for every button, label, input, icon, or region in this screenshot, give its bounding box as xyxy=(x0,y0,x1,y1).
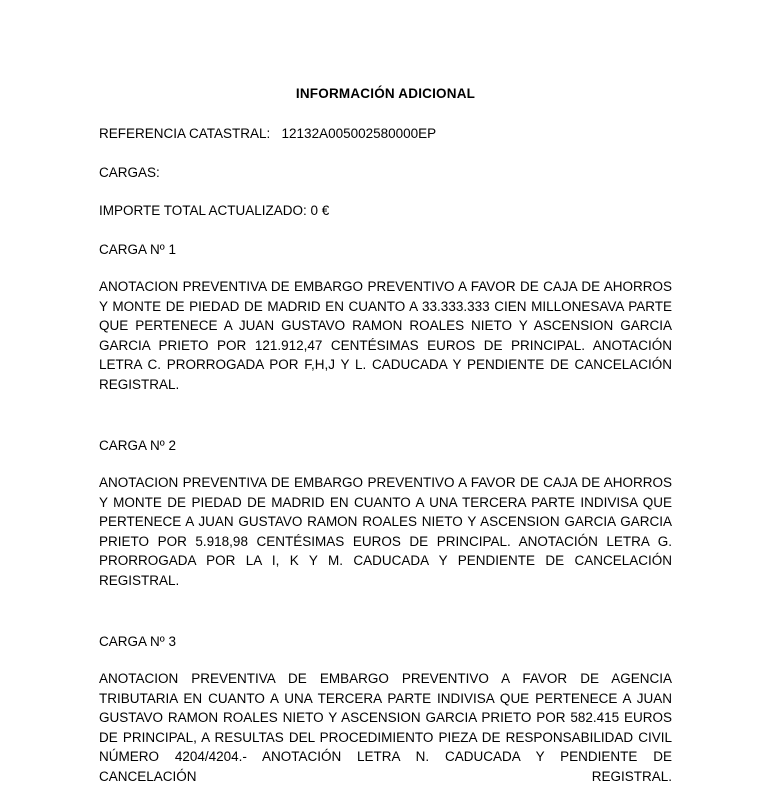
carga-heading: CARGA Nº 1 xyxy=(99,241,176,257)
reference-catastral-line: REFERENCIA CATASTRAL: 12132A005002580000EP xyxy=(99,126,437,141)
carga-heading: CARGA Nº 3 xyxy=(99,633,176,649)
cargas-label: CARGAS: xyxy=(99,164,160,180)
page-title: INFORMACIÓN ADICIONAL xyxy=(295,86,476,101)
carga-text: ANOTACION PREVENTIVA DE EMBARGO PREVENTIVO A FAVOR DE CAJA DE AHORROS Y MONTE DE PIEDAD DE MADRID EN CUANTO A UNA TERCERA PARTE INDIVISA QUE PERTENECE A JUAN GUSTAVO RAMON ROALES NIETO Y ASCENSION GARCIA GARCIA PRIETO POR 5.918,98 CENTÉSIMAS EUROS DE PRINCIPAL. ANOTACIÓN LETRA G. PRORROGADA POR LA I, K Y M. CADUCADA Y PENDIENTE DE CANCELACIÓN REGISTRAL. xyxy=(99,475,672,588)
importe-total-actualizado: IMPORTE TOTAL ACTUALIZADO: 0 € xyxy=(99,203,330,218)
carga-heading: CARGA Nº 2 xyxy=(99,437,176,453)
carga-text: ANOTACION PREVENTIVA DE EMBARGO PREVENTIVO A FAVOR DE AGENCIA TRIBUTARIA EN CUANTO A UNA TERCERA PARTE INDIVISA QUE PERTENECE A JUAN GUSTAVO RAMON ROALES NIETO Y ASCENSION GARCIA PRIETO POR 582.415 EUROS DE PRINCIPAL, A RESULTAS DEL PROCEDIMIENTO PIEZA DE RESPONSABILIDAD CIVIL NÚMERO 4204/4204.- ANOTACIÓN LETRA N. CADUCADA Y PENDIENTE DE CANCELACIÓN REGISTRAL. xyxy=(99,671,672,784)
carga-text: ANOTACION PREVENTIVA DE EMBARGO PREVENTIVO A FAVOR DE CAJA DE AHORROS Y MONTE DE PIEDAD DE MADRID EN CUANTO A 33.333.333 CIEN MILLONESAVA PARTE QUE PERTENECE A JUAN GUSTAVO RAMON ROALES NIETO Y ASCENSION GARCIA GARCIA PRIETO POR 121.912,47 CENTÉSIMAS EUROS DE PRINCIPAL. ANOTACIÓN LETRA C. PRORROGADA POR F,H,J Y L. CADUCADA Y PENDIENTE DE CANCELACIÓN REGISTRAL. xyxy=(99,279,672,392)
